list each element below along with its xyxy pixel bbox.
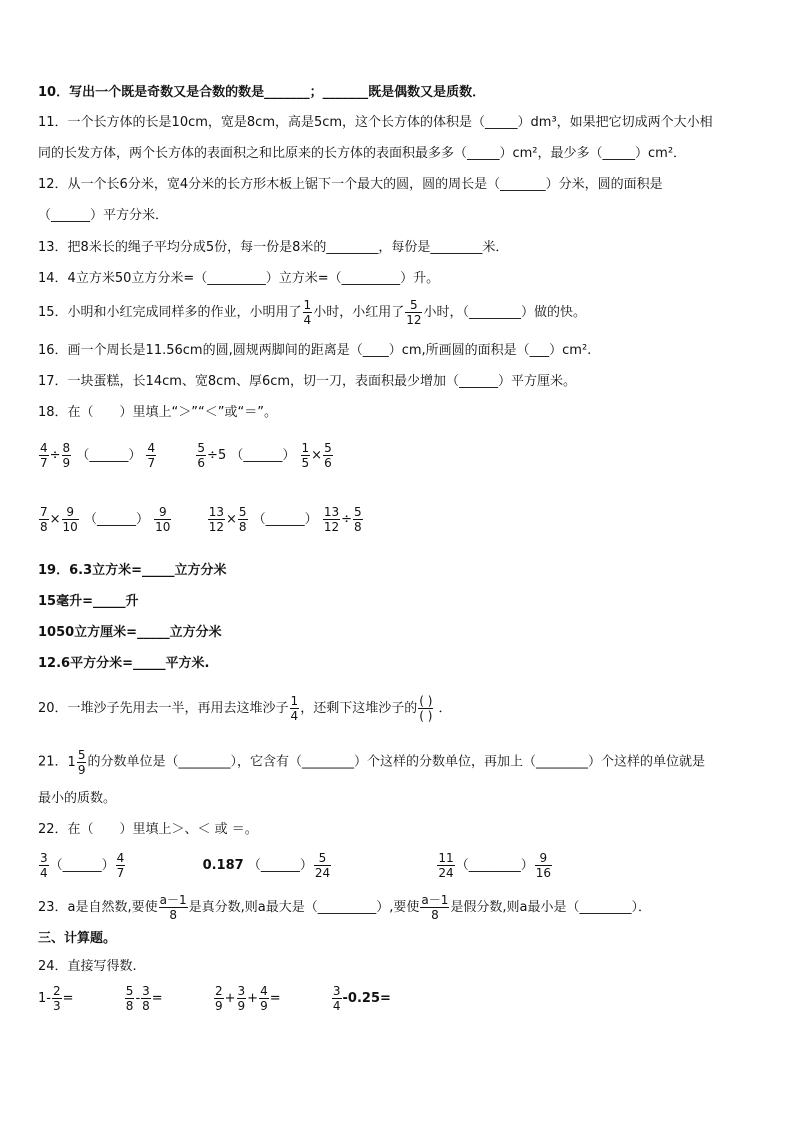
question-17: 17．一块蛋糕，长14cm、宽8cm、厚6cm，切一刀，表面积最少增加（______）平方厘米。 [38, 374, 577, 389]
answer-fraction-blank: $\frac{( )}{( )}$ [419, 694, 433, 723]
question-11-line2: 同的长发方体，两个长方体的表面积之和比原来的长方体的表面积最多多（_____）cm²，最少多（_____）cm²． [38, 146, 687, 161]
question-21-line2: 最小的质数。 [38, 791, 117, 806]
expression-4: $\frac{3}{4}$ -0.25= [332, 984, 391, 1013]
question-20: 20．一堆沙子先用去一半，再用去这堆沙子 $\frac{1}{4}$ ，还剩下这堆沙子的 $\frac{( )}{( )}$ ． [38, 694, 452, 723]
question-23: 23．a是自然数,要使 $\frac{a-1}{8}$ 是真分数,则a最大是（_________）,要使 $\frac{a-1}{8}$ 是假分数,则a最小是（________）． [38, 893, 651, 922]
fraction: $\frac{1}{4}$ [290, 694, 299, 723]
fraction: $\frac{3}{4}$ [40, 851, 48, 880]
question-12-line1: 12．从一个长6分米，宽4分米的长方形木板上锯下一个最大的圆，圆的周长是（_______）分米，圆的面积是 [38, 177, 663, 192]
fraction: $\frac{1}{5}$ [301, 441, 310, 470]
question-14: 14．4立方米50立方分米=（_________）立方米=（_________）升。 [38, 271, 440, 286]
fraction: $\frac{9}{10}$ [62, 505, 78, 534]
question-19-line1: 19．6.3立方米=_____立方分米 [38, 563, 227, 578]
fraction: $\frac{a-1}{8}$ [421, 893, 449, 922]
fraction: $\frac{8}{9}$ [62, 441, 71, 470]
fraction: $\frac{2}{3}$ [52, 984, 61, 1013]
fraction: $\frac{5}{6}$ [197, 441, 206, 470]
question-22-row: $\frac{3}{4}$ （______） $\frac{4}{7}$ 0.187 （______） $\frac{5}{24}$ $\frac{11}{24}$ （________） $\frac{9}{16}$ [40, 851, 551, 880]
fraction: $\frac{13}{12}$ [208, 505, 224, 534]
fraction: $\frac{11}{24}$ [438, 851, 454, 880]
fraction: $\frac{3}{8}$ [142, 984, 150, 1013]
fraction: $\frac{4}{7}$ [116, 851, 125, 880]
question-18-row1: $\frac{4}{7}$ ÷ $\frac{8}{9}$ （______） $\frac{4}{7}$ $\frac{5}{6}$ ÷5 （______） $\frac{1}{5}$ × $\frac{5}{6}$ [40, 441, 332, 470]
fraction: $\frac{5}{8}$ [125, 984, 134, 1013]
fraction: $\frac{5}{6}$ [324, 441, 332, 470]
fraction: $\frac{7}{8}$ [40, 505, 48, 534]
fraction: $\frac{13}{12}$ [323, 505, 340, 534]
fraction: $\frac{1}{4}$ [303, 298, 312, 327]
expression-3: $\frac{2}{9}$ + $\frac{3}{9}$ + $\frac{4}{9}$ = [214, 984, 281, 1013]
question-24-expressions [38, 984, 391, 1013]
fraction: $\frac{5}{8}$ [354, 505, 362, 534]
mixed-number: 1 $\frac{5}{9}$ [67, 748, 86, 777]
fraction: $\frac{5}{8}$ [238, 505, 247, 534]
fraction: $\frac{5}{12}$ [406, 298, 422, 327]
fraction: $\frac{4}{7}$ [147, 441, 156, 470]
question-13: 13．把8米长的绳子平均分成5份，每一份是8米的________，每份是________米． [38, 240, 509, 255]
fraction: $\frac{a-1}{8}$ [159, 893, 187, 922]
question-10: 10．写出一个既是奇数又是合数的数是_______；_______既是偶数又是质数． [38, 85, 486, 100]
fraction: $\frac{5}{9}$ [77, 748, 86, 777]
expression-2: $\frac{5}{8}$ - $\frac{3}{8}$ = [125, 984, 163, 1013]
question-24-title: 24．直接写得数. [38, 959, 137, 974]
fraction: $\frac{3}{4}$ [332, 984, 341, 1013]
expression-1: 1- $\frac{2}{3}$ = [38, 984, 74, 1013]
question-18-row2: $\frac{7}{8}$ × $\frac{9}{10}$ （______） $\frac{9}{10}$ $\frac{13}{12}$ × $\frac{5}{8}$ （______） $\frac{13}{12}$ ÷ $\frac{5}{8}$ [40, 505, 362, 534]
question-11-line1: 11．一个长方体的长是10cm，宽是8cm，高是5cm，这个长方体的体积是（_____）dm³，如果把它切成两个大小相 [38, 115, 713, 130]
question-16: 16．画一个周长是11.56cm的圆,圆规两脚间的距离是（____）cm,所画圆的面积是（___）cm². [38, 343, 592, 358]
fraction: $\frac{4}{7}$ [40, 441, 48, 470]
question-19-line3: 1050立方厘米=_____立方分米 [38, 625, 222, 640]
fraction: $\frac{3}{9}$ [237, 984, 246, 1013]
fraction: $\frac{5}{24}$ [314, 851, 331, 880]
question-22-title: 22．在（ ）里填上＞、＜ 或 ＝。 [38, 822, 258, 837]
fraction: $\frac{4}{9}$ [260, 984, 268, 1013]
section-3-heading: 三、计算题。 [38, 931, 117, 946]
question-15: 15．小明和小红完成同样多的作业，小明用了 $\frac{1}{4}$ 小时，小红用了 $\frac{5}{12}$ 小时，（________）做的快。 [38, 298, 586, 327]
question-18-title: 18．在（ ）里填上“＞”“＜”或“＝”。 [38, 405, 277, 420]
question-19-line2: 15毫升=_____升 [38, 594, 139, 609]
question-19-line4: 12.6平方分米=_____平方米. [38, 656, 210, 671]
question-12-line2: （______）平方分米． [38, 208, 169, 223]
fraction: $\frac{2}{9}$ [214, 984, 223, 1013]
question-21-line1: 21． 1 $\frac{5}{9}$ 的分数单位是（________），它含有（________）个这样的分数单位，再加上（________）个这样的单位就是 [38, 748, 705, 777]
fraction: $\frac{9}{10}$ [155, 505, 171, 534]
fraction: $\frac{9}{16}$ [535, 851, 551, 880]
